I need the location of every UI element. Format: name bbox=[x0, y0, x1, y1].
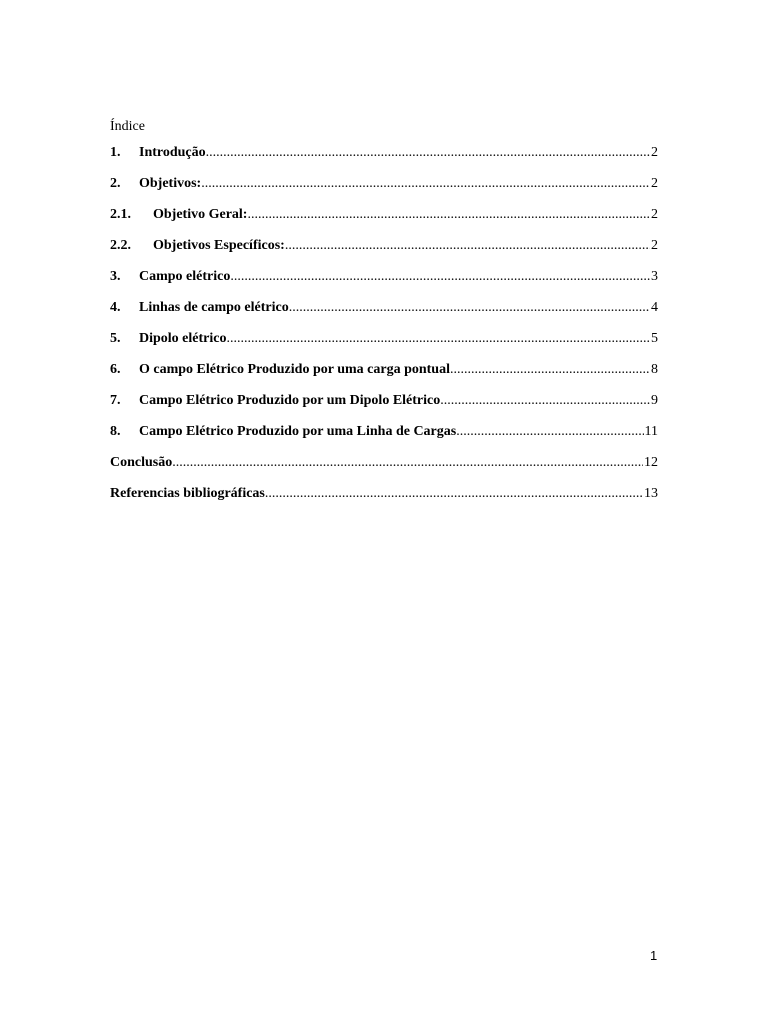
toc-entry-number: 2.2. bbox=[110, 238, 131, 253]
table-of-contents bbox=[110, 117, 658, 515]
toc-entry-label: Dipolo elétrico bbox=[139, 331, 227, 346]
toc-entry-number: 2. bbox=[110, 176, 121, 191]
toc-entry-label: Objetivos Específicos: bbox=[153, 238, 285, 253]
dot-leader bbox=[440, 391, 650, 411]
toc-entry-label: Introdução bbox=[139, 145, 206, 160]
toc-entry-page-number: 2 bbox=[651, 176, 658, 191]
toc-entry-page-number: 8 bbox=[651, 362, 658, 377]
toc-entry-page-number: 4 bbox=[651, 300, 658, 315]
toc-entry[interactable] bbox=[110, 298, 658, 329]
toc-entry[interactable] bbox=[110, 205, 658, 236]
toc-entry[interactable] bbox=[110, 236, 658, 267]
dot-leader bbox=[206, 143, 650, 163]
toc-entry-page-number: 9 bbox=[651, 393, 658, 408]
toc-entry-page-number: 2 bbox=[651, 238, 658, 253]
toc-entry-page-number: 13 bbox=[644, 486, 658, 501]
dot-leader bbox=[285, 236, 650, 256]
toc-entry-page-number: 12 bbox=[644, 455, 658, 470]
toc-entry-number: 1. bbox=[110, 145, 121, 160]
toc-entry[interactable] bbox=[110, 453, 658, 484]
toc-entry-page-number: 2 bbox=[651, 207, 658, 222]
dot-leader bbox=[201, 174, 650, 194]
toc-entry-page-number: 11 bbox=[644, 424, 658, 439]
toc-entry-number: 8. bbox=[110, 424, 121, 439]
dot-leader bbox=[247, 205, 650, 225]
toc-entry-label: Campo Elétrico Produzido por um Dipolo Elétrico bbox=[139, 393, 441, 408]
toc-entry[interactable] bbox=[110, 391, 658, 422]
dot-leader bbox=[289, 298, 650, 318]
toc-entry-label: O campo Elétrico Produzido por uma carga pontual bbox=[139, 362, 450, 377]
toc-entry-label: Conclusão bbox=[110, 455, 173, 470]
toc-entry-number: 6. bbox=[110, 362, 121, 377]
toc-entry[interactable] bbox=[110, 329, 658, 360]
toc-entry-number: 3. bbox=[110, 269, 121, 284]
dot-leader bbox=[172, 453, 643, 473]
page-number: 1 bbox=[650, 948, 658, 963]
toc-list bbox=[110, 143, 658, 515]
toc-entry[interactable] bbox=[110, 484, 658, 515]
toc-entry-number: 5. bbox=[110, 331, 121, 346]
toc-entry-number: 4. bbox=[110, 300, 121, 315]
toc-entry-number: 2.1. bbox=[110, 207, 131, 222]
toc-entry-label: Objetivos: bbox=[139, 176, 202, 191]
toc-entry-label: Linhas de campo elétrico bbox=[139, 300, 289, 315]
toc-entry[interactable] bbox=[110, 422, 658, 453]
toc-entry[interactable] bbox=[110, 174, 658, 205]
toc-entry[interactable] bbox=[110, 267, 658, 298]
dot-leader bbox=[230, 267, 650, 287]
toc-entry[interactable] bbox=[110, 143, 658, 174]
toc-entry-number: 7. bbox=[110, 393, 121, 408]
dot-leader bbox=[265, 484, 643, 504]
toc-entry-label: Campo elétrico bbox=[139, 269, 231, 284]
toc-entry-label: Referencias bibliográficas bbox=[110, 486, 265, 501]
dot-leader bbox=[226, 329, 650, 349]
toc-entry-page-number: 5 bbox=[651, 331, 658, 346]
toc-entry-page-number: 2 bbox=[651, 145, 658, 160]
dot-leader bbox=[456, 422, 643, 442]
dot-leader bbox=[450, 360, 650, 380]
toc-entry-page-number: 3 bbox=[651, 269, 658, 284]
toc-entry-label: Objetivo Geral: bbox=[153, 207, 248, 222]
toc-title: Índice bbox=[110, 119, 145, 134]
toc-entry-label: Campo Elétrico Produzido por uma Linha de Cargas bbox=[139, 424, 457, 439]
toc-entry[interactable] bbox=[110, 360, 658, 391]
